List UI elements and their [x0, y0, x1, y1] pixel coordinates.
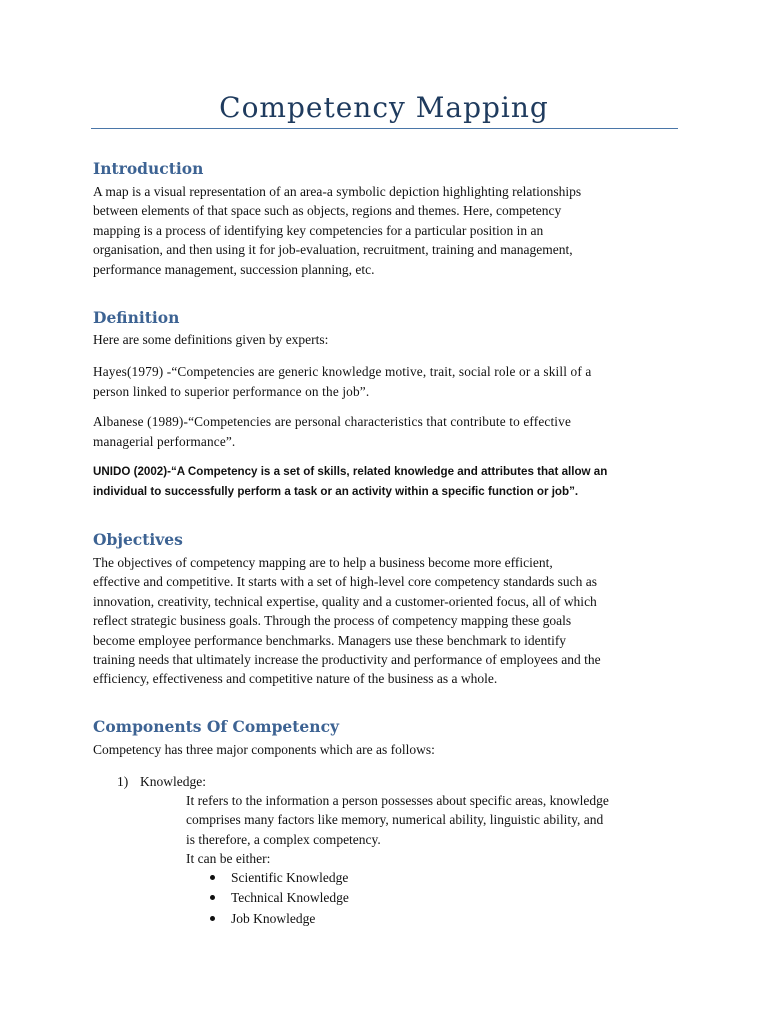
bullet-item — [210, 888, 349, 908]
definition-unido — [93, 462, 693, 502]
definition-albanese — [93, 412, 693, 451]
paragraph-line: Hayes(1979) -“Competencies are generic knowledge motive, trait, social role or a skill of a — [93, 364, 592, 379]
list-item-number: 1) — [117, 774, 129, 789]
paragraph-line: is therefore, a complex competency. — [186, 831, 381, 847]
paragraph-line: The objectives of competency mapping are to help a business become more efficient, — [93, 555, 553, 570]
heading-definition: Definition — [93, 308, 180, 327]
document-title: Competency Mapping — [219, 91, 549, 124]
paragraph-line: A map is a visual representation of an area-a symbolic depiction highlighting relationships — [93, 184, 582, 199]
paragraph-line: individual to successfully perform a task or an activity within a specific function or job”. — [93, 485, 579, 498]
bullet-text: Technical Knowledge — [231, 890, 349, 905]
title-underline — [91, 128, 678, 129]
paragraph-line: Competency has three major components which are as follows: — [93, 742, 435, 757]
heading-introduction: Introduction — [93, 159, 204, 178]
bullet-icon — [210, 916, 215, 921]
bullet-icon — [210, 875, 215, 880]
paragraph-line: It can be either: — [186, 851, 271, 867]
components-intro — [93, 740, 693, 759]
paragraph-line: effective and competitive. It starts with a set of high-level core competency standards such as — [93, 574, 597, 590]
paragraph-line: Here are some definitions given by experts: — [93, 332, 329, 347]
paragraph-line: organisation, and then using it for job-evaluation, recruitment, training and management, — [93, 242, 573, 258]
objectives-paragraph — [93, 553, 693, 689]
paragraph-line: efficiency, effectiveness and competitive nature of the business as a whole. — [93, 671, 498, 687]
paragraph-line: person linked to superior performance on the job”. — [93, 383, 370, 399]
definition-intro — [93, 330, 693, 349]
definition-hayes — [93, 362, 693, 401]
paragraph-line: reflect strategic business goals. Through the process of competency mapping these goals — [93, 613, 572, 629]
paragraph-line: Albanese (1989)-“Competencies are personal characteristics that contribute to effective — [93, 414, 571, 429]
knowledge-description — [186, 791, 686, 869]
paragraph-line: managerial performance”. — [93, 433, 236, 449]
heading-components: Components Of Competency — [93, 717, 340, 736]
paragraph-line: innovation, creativity, technical expertise, quality and a customer-oriented focus, all of which — [93, 593, 597, 609]
bullet-item — [210, 868, 348, 888]
bullet-text: Job Knowledge — [231, 911, 316, 926]
bullet-icon — [210, 895, 215, 900]
paragraph-line: UNIDO (2002)-“A Competency is a set of skills, related knowledge and attributes that allow an — [93, 465, 608, 478]
paragraph-line: mapping is a process of identifying key competencies for a particular position in an — [93, 222, 544, 238]
introduction-paragraph — [93, 182, 693, 279]
paragraph-line: performance management, succession planning, etc. — [93, 261, 375, 277]
bullet-text: Scientific Knowledge — [231, 870, 349, 885]
paragraph-line: comprises many factors like memory, numerical ability, linguistic ability, and — [186, 812, 604, 828]
paragraph-line: between elements of that space such as objects, regions and themes. Here, competency — [93, 203, 562, 219]
heading-objectives: Objectives — [93, 530, 183, 549]
list-item-label: Knowledge: — [140, 774, 206, 789]
paragraph-line: It refers to the information a person possesses about specific areas, knowledge — [186, 793, 609, 808]
paragraph-line: become employee performance benchmarks. Managers use these benchmark to identify — [93, 632, 567, 648]
bullet-item — [210, 909, 315, 929]
paragraph-line: training needs that ultimately increase the productivity and performance of employees and the — [93, 652, 601, 668]
